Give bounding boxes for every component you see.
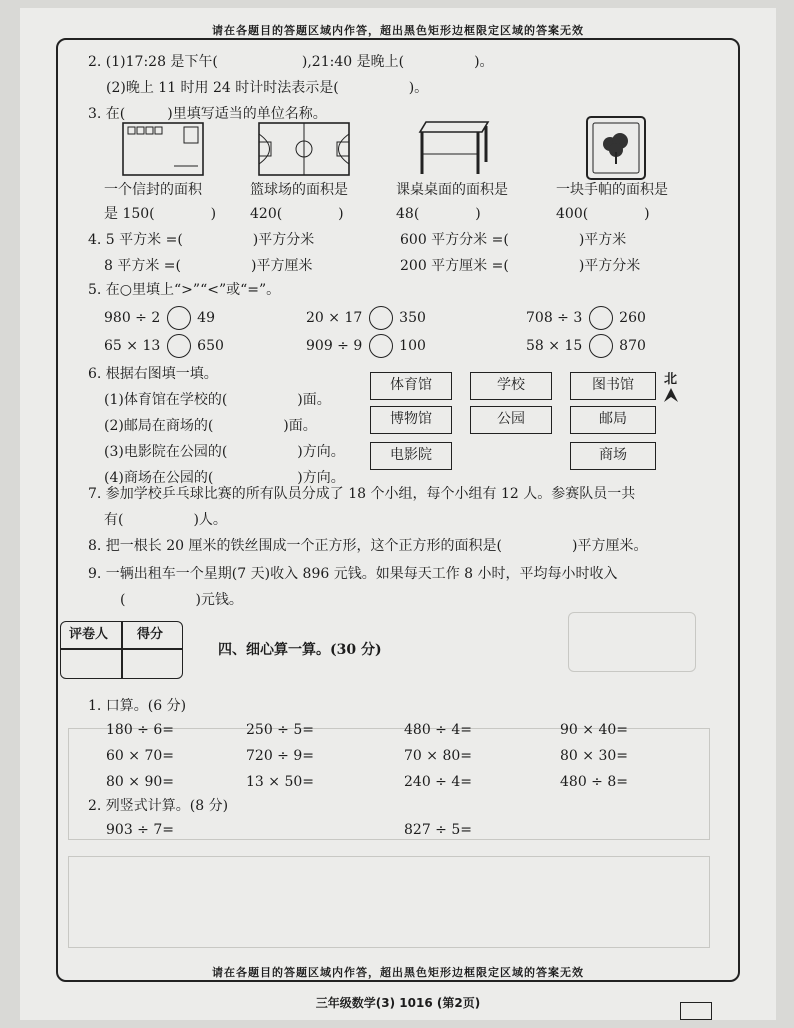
- oral-r1c3: 480 ÷ 4=: [404, 722, 472, 738]
- map-museum: 博物馆: [370, 406, 452, 434]
- q3-item2-line1: 篮球场的面积是: [250, 182, 348, 198]
- q6-title: 6. 根据右图填一填。: [88, 366, 218, 382]
- q5-value: 100: [399, 338, 426, 354]
- map-park: 公园: [470, 406, 552, 434]
- q5-expr: 708 ÷ 3: [526, 310, 583, 326]
- q9-line1: 9. 一辆出租车一个星期(7 天)收入 896 元钱。如果每天工作 8 小时，平均每小时收入: [88, 566, 618, 582]
- map-school: 学校: [470, 372, 552, 400]
- north-label: 北: [664, 372, 678, 387]
- q5-r2-c3: [526, 332, 646, 360]
- desk-icon: [418, 120, 492, 178]
- compare-circle[interactable]: [589, 334, 613, 358]
- q4-d: 200 平方厘米 =( )平方分米: [400, 258, 641, 274]
- oral-title: 1. 口算。(6 分): [88, 698, 187, 714]
- q5-value: 350: [399, 310, 426, 326]
- bleed-through-table-2: [68, 856, 710, 948]
- q5-value: 260: [619, 310, 646, 326]
- q6-item3: (3)电影院在公园的( )方向。: [104, 444, 345, 460]
- q8: 8. 把一根长 20 厘米的铁丝围成一个正方形，这个正方形的面积是( )平方厘米。: [88, 538, 648, 554]
- q4-c: 8 平方米 =( )平方厘米: [104, 258, 313, 274]
- compare-circle[interactable]: [167, 306, 191, 330]
- q5-r2-c1: [104, 332, 224, 360]
- q9-line2: ( )元钱。: [120, 592, 243, 608]
- compare-circle[interactable]: [369, 306, 393, 330]
- q6-item4: (4)商场在公园的( )方向。: [104, 470, 345, 486]
- q5-expr: 909 ÷ 9: [306, 338, 363, 354]
- q5-r2-c2: [306, 332, 426, 360]
- vertical-title: 2. 列竖式计算。(8 分): [88, 798, 229, 814]
- oral-r2c3: 70 × 80=: [404, 748, 472, 764]
- map-cinema: 电影院: [370, 442, 452, 470]
- oral-r3c2: 13 × 50=: [246, 774, 314, 790]
- map-library: 图书馆: [570, 372, 656, 400]
- q5-title: 5. 在○里填上“>”“<”或“=”。: [88, 282, 281, 298]
- oral-r1c2: 250 ÷ 5=: [246, 722, 314, 738]
- q2-line1: 2. (1)17:28 是下午( ),21:40 是晚上( )。: [88, 54, 494, 70]
- q5-expr: 58 × 15: [526, 338, 583, 354]
- q3-item4-line2: 400( ): [556, 206, 650, 222]
- footer-notice: 请在各题目的答题区域内作答，超出黑色矩形边框限定区域的答案无效: [212, 966, 584, 979]
- map-post-office: 邮局: [570, 406, 656, 434]
- handkerchief-icon: [586, 116, 646, 180]
- q3-item1-line2: 是 150( ): [104, 206, 217, 222]
- grader-score-box: [60, 621, 183, 679]
- q5-value: 870: [619, 338, 646, 354]
- q5-r1-c3: [526, 304, 646, 332]
- q4-b: 600 平方分米 =( )平方米: [400, 232, 627, 248]
- basketball-court-icon: [258, 122, 350, 176]
- oral-r3c1: 80 × 90=: [106, 774, 174, 790]
- oral-r1c1: 180 ÷ 6=: [106, 722, 174, 738]
- compare-circle[interactable]: [167, 334, 191, 358]
- envelope-icon: [122, 122, 204, 176]
- section4-title: 四、细心算一算。(30 分): [218, 642, 382, 658]
- page-label: 三年级数学(3) 1016 (第2页): [315, 996, 481, 1010]
- oral-r3c3: 240 ÷ 4=: [404, 774, 472, 790]
- q7-line1: 7. 参加学校乒乓球比赛的所有队员分成了 18 个小组，每个小组有 12 人。参赛队员一共: [88, 486, 636, 502]
- q4-a: 4. 5 平方米 =( )平方分米: [88, 232, 315, 248]
- vertical-item1: 903 ÷ 7=: [106, 822, 174, 838]
- q5-r1-c2: [306, 304, 426, 332]
- map-mall: 商场: [570, 442, 656, 470]
- bleed-through-box: [568, 612, 696, 672]
- north-arrow-icon: [664, 388, 678, 402]
- header-notice: 请在各题目的答题区域内作答，超出黑色矩形边框限定区域的答案无效: [212, 24, 584, 37]
- score-label: 得分: [137, 627, 164, 642]
- oral-r2c2: 720 ÷ 9=: [246, 748, 314, 764]
- q5-expr: 980 ÷ 2: [104, 310, 161, 326]
- q3-item3-line2: 48( ): [396, 206, 481, 222]
- q2-line2: (2)晚上 11 时用 24 时计时法表示是( )。: [106, 80, 429, 96]
- q6-item1: (1)体育馆在学校的( )面。: [104, 392, 331, 408]
- vertical-item2: 827 ÷ 5=: [404, 822, 472, 838]
- q5-value: 650: [197, 338, 224, 354]
- q5-value: 49: [197, 310, 215, 326]
- oral-r1c4: 90 × 40=: [560, 722, 628, 738]
- page-score-box[interactable]: [680, 1002, 712, 1020]
- compare-circle[interactable]: [589, 306, 613, 330]
- q3-item1-line1: 一个信封的面积: [104, 182, 202, 198]
- q7-line2: 有( )人。: [104, 512, 227, 528]
- q3-item4-line1: 一块手帕的面积是: [556, 182, 668, 198]
- compare-circle[interactable]: [369, 334, 393, 358]
- q3-title: 3. 在( )里填写适当的单位名称。: [88, 106, 327, 122]
- map-gym: 体育馆: [370, 372, 452, 400]
- q5-r1-c1: [104, 304, 215, 332]
- q3-item3-line1: 课桌桌面的面积是: [396, 182, 508, 198]
- oral-r2c1: 60 × 70=: [106, 748, 174, 764]
- q6-item2: (2)邮局在商场的( )面。: [104, 418, 317, 434]
- q5-expr: 20 × 17: [306, 310, 363, 326]
- oral-r2c4: 80 × 30=: [560, 748, 628, 764]
- score-input-cell[interactable]: [123, 650, 181, 678]
- oral-r3c4: 480 ÷ 8=: [560, 774, 628, 790]
- q3-item2-line2: 420( ): [250, 206, 344, 222]
- exam-page: [20, 8, 776, 1020]
- q5-expr: 65 × 13: [104, 338, 161, 354]
- grader-label: 评卷人: [69, 627, 109, 642]
